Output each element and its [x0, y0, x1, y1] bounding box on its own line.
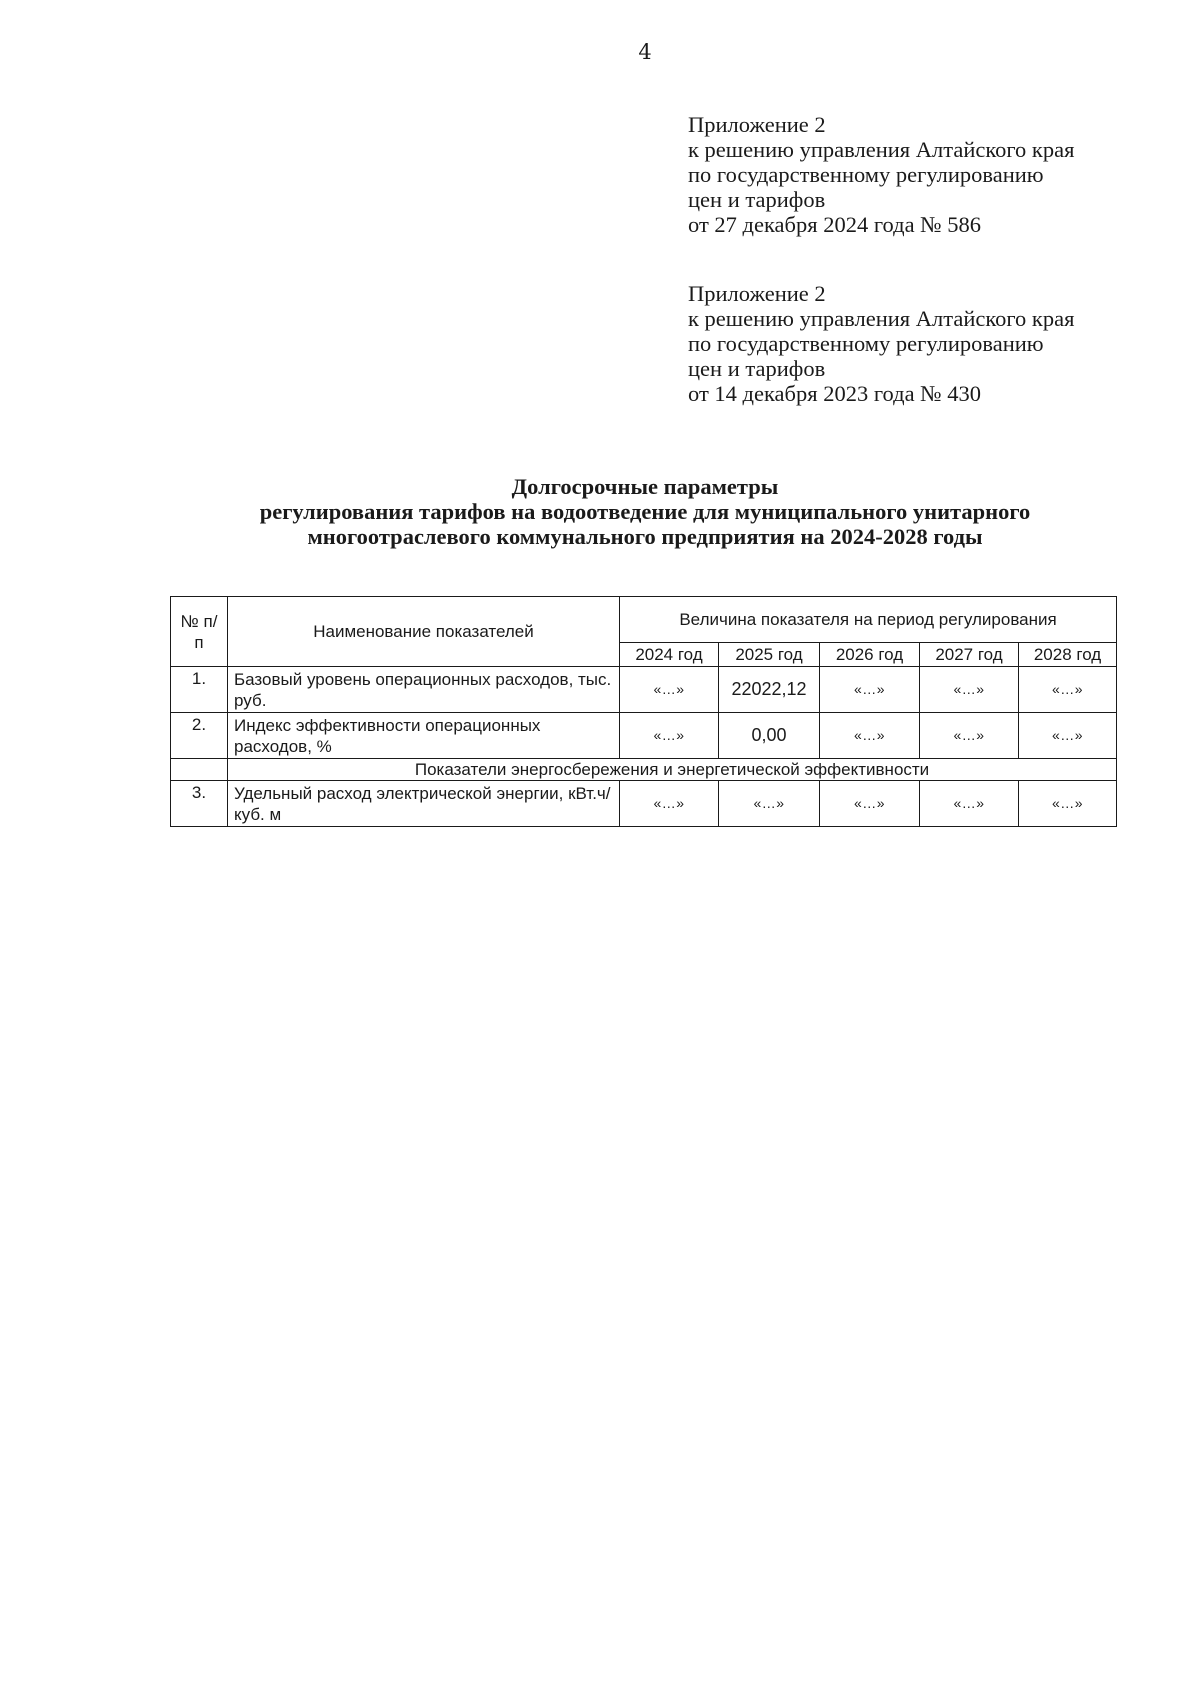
header-num: № п/п — [171, 597, 228, 667]
appendix-line: Приложение 2 — [688, 112, 826, 137]
table-row — [171, 781, 1117, 827]
title-line: Долгосрочные параметры — [511, 474, 779, 499]
section-row — [171, 759, 1117, 781]
row-value: «…» — [1019, 713, 1117, 759]
row-value: «…» — [620, 781, 719, 827]
row-value: «…» — [820, 667, 920, 713]
document-title — [150, 474, 1140, 549]
row-name: Индекс эффективности операционных расходов, % — [228, 713, 620, 759]
appendix-line: по государственному регулированию — [688, 331, 1044, 356]
row-value: «…» — [820, 713, 920, 759]
page-number: 4 — [638, 40, 652, 64]
row-number: 1. — [171, 667, 228, 713]
row-value: «…» — [1019, 781, 1117, 827]
appendix-note-previous — [688, 281, 1168, 406]
header-name: Наименование показателей — [228, 597, 620, 667]
row-value: «…» — [1019, 667, 1117, 713]
row-value: «…» — [820, 781, 920, 827]
appendix-line: по государственному регулированию — [688, 162, 1044, 187]
row-value: «…» — [920, 667, 1019, 713]
row-value: «…» — [920, 713, 1019, 759]
row-value: «…» — [620, 667, 719, 713]
row-name: Базовый уровень операционных расходов, тыс. руб. — [228, 667, 620, 713]
header-year: 2024 год — [620, 643, 719, 667]
header-period: Величина показателя на период регулирования — [620, 597, 1117, 643]
appendix-line: к решению управления Алтайского края — [688, 137, 1075, 162]
header-year: 2026 год — [820, 643, 920, 667]
row-value: 22022,12 — [719, 667, 820, 713]
parameters-table — [170, 596, 1117, 827]
section-spacer — [171, 759, 228, 781]
row-value: 0,00 — [719, 713, 820, 759]
title-line: многоотраслевого коммунального предприятия на 2024-2028 годы — [307, 524, 983, 549]
appendix-line: от 14 декабря 2023 года № 430 — [688, 381, 982, 406]
header-year: 2025 год — [719, 643, 820, 667]
title-line: регулирования тарифов на водоотведение для муниципального унитарного — [259, 499, 1031, 524]
section-label: Показатели энергосбережения и энергетической эффективности — [228, 759, 1117, 781]
row-number: 3. — [171, 781, 228, 827]
header-year: 2027 год — [920, 643, 1019, 667]
appendix-line: от 27 декабря 2024 года № 586 — [688, 212, 982, 237]
header-year: 2028 год — [1019, 643, 1117, 667]
table-row — [171, 667, 1117, 713]
appendix-note-current — [688, 112, 1168, 237]
table-row — [171, 713, 1117, 759]
row-name: Удельный расход электрической энергии, кВт.ч/куб. м — [228, 781, 620, 827]
appendix-line: к решению управления Алтайского края — [688, 306, 1075, 331]
row-value: «…» — [719, 781, 820, 827]
row-value: «…» — [620, 713, 719, 759]
appendix-line: цен и тарифов — [688, 356, 826, 381]
row-value: «…» — [920, 781, 1019, 827]
appendix-line: Приложение 2 — [688, 281, 826, 306]
row-number: 2. — [171, 713, 228, 759]
appendix-line: цен и тарифов — [688, 187, 826, 212]
